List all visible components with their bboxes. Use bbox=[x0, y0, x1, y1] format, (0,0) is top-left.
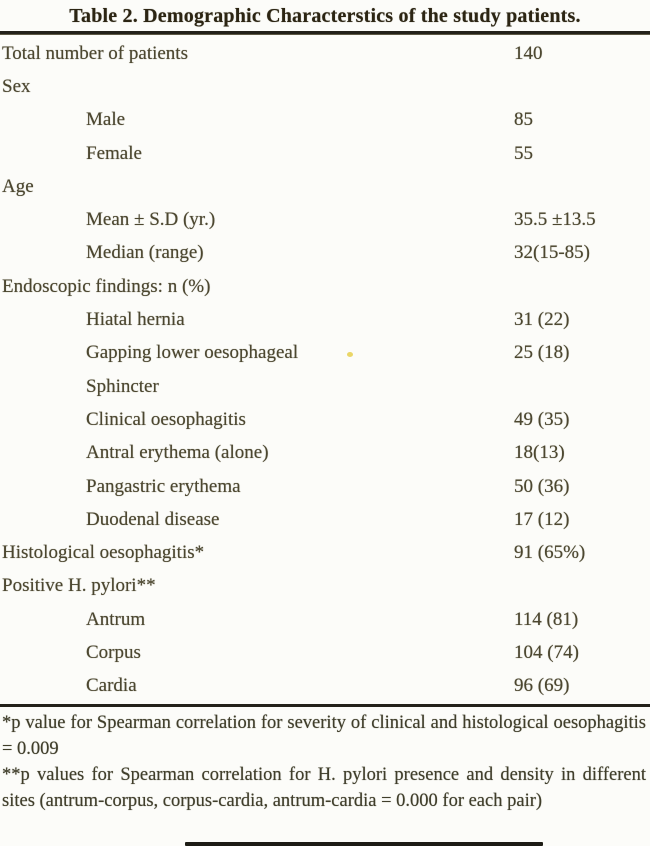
table-row bbox=[2, 437, 646, 470]
row-value: 25 (18) bbox=[514, 342, 570, 364]
row-value: 50 (36) bbox=[514, 475, 570, 497]
row-label: Clinical oesophagitis bbox=[86, 408, 246, 430]
row-label: Endoscopic findings: n (%) bbox=[2, 275, 211, 297]
row-value: 17 (12) bbox=[514, 508, 570, 530]
row-value: 91 (65%) bbox=[514, 542, 586, 564]
row-label: Cardia bbox=[86, 675, 137, 697]
row-value: 49 (35) bbox=[514, 408, 570, 430]
table-row bbox=[2, 370, 646, 403]
row-value: 114 (81) bbox=[514, 608, 579, 630]
table-row bbox=[2, 104, 646, 137]
table-row bbox=[2, 670, 646, 703]
row-label: Histological oesophagitis* bbox=[2, 542, 205, 564]
table-row bbox=[2, 37, 646, 70]
row-label: Mean ± S.D (yr.) bbox=[86, 209, 216, 231]
row-value: 104 (74) bbox=[514, 641, 579, 663]
row-value: 140 bbox=[514, 42, 543, 64]
row-value: 35.5 ±13.5 bbox=[514, 209, 596, 231]
table-row bbox=[2, 70, 646, 103]
row-value: 32(15-85) bbox=[514, 242, 590, 264]
row-label: Sphincter bbox=[86, 375, 159, 397]
row-label: Positive H. pylori** bbox=[2, 575, 156, 597]
row-label: Corpus bbox=[86, 641, 141, 663]
footnote-hpylori-sites: **p values for Spearman correlation for H. pylori presence and density in different sites (antrum-corpus, corpus-cardia, antrum-cardia = 0.000 for each pair) bbox=[2, 764, 646, 811]
footnotes bbox=[0, 709, 650, 814]
row-value: 31 (22) bbox=[514, 309, 570, 331]
row-label: Gapping lower oesophageal bbox=[86, 342, 299, 364]
row-label: Hiatal hernia bbox=[86, 309, 185, 331]
table-row bbox=[2, 203, 646, 236]
table-row bbox=[2, 303, 646, 336]
row-label: Total number of patients bbox=[2, 42, 188, 64]
row-label: Male bbox=[86, 109, 126, 131]
table-row bbox=[2, 636, 646, 669]
scan-edge-bar bbox=[185, 842, 543, 846]
table-row bbox=[2, 237, 646, 270]
table-row bbox=[2, 337, 646, 370]
row-value: 85 bbox=[514, 109, 533, 131]
scan-artifact-dot bbox=[347, 352, 353, 357]
table-row bbox=[2, 170, 646, 203]
row-label: Pangastric erythema bbox=[86, 475, 241, 497]
table-row bbox=[2, 603, 646, 636]
table-title: Table 2. Demographic Characterstics of the study patients. bbox=[69, 5, 581, 27]
row-label: Sex bbox=[2, 75, 31, 97]
table-row bbox=[2, 270, 646, 303]
row-label: Female bbox=[86, 142, 142, 164]
table-row bbox=[2, 536, 646, 569]
bottom-rule bbox=[0, 704, 650, 707]
table-body bbox=[0, 35, 650, 703]
row-label: Age bbox=[2, 175, 34, 197]
table-row bbox=[2, 503, 646, 536]
table-row bbox=[2, 470, 646, 503]
table-row bbox=[2, 137, 646, 170]
row-label: Median (range) bbox=[86, 242, 204, 264]
table-row bbox=[2, 403, 646, 436]
row-label: Duodenal disease bbox=[86, 508, 220, 530]
row-value: 55 bbox=[514, 142, 533, 164]
row-label: Antral erythema (alone) bbox=[86, 442, 269, 464]
row-value: 18(13) bbox=[514, 442, 565, 464]
table-row bbox=[2, 570, 646, 603]
row-label: Antrum bbox=[86, 608, 146, 630]
row-value: 96 (69) bbox=[514, 675, 570, 697]
footnote-clinical-histological: *p value for Spearman correlation for severity of clinical and histological oesophagitis = 0.009 bbox=[2, 712, 646, 759]
